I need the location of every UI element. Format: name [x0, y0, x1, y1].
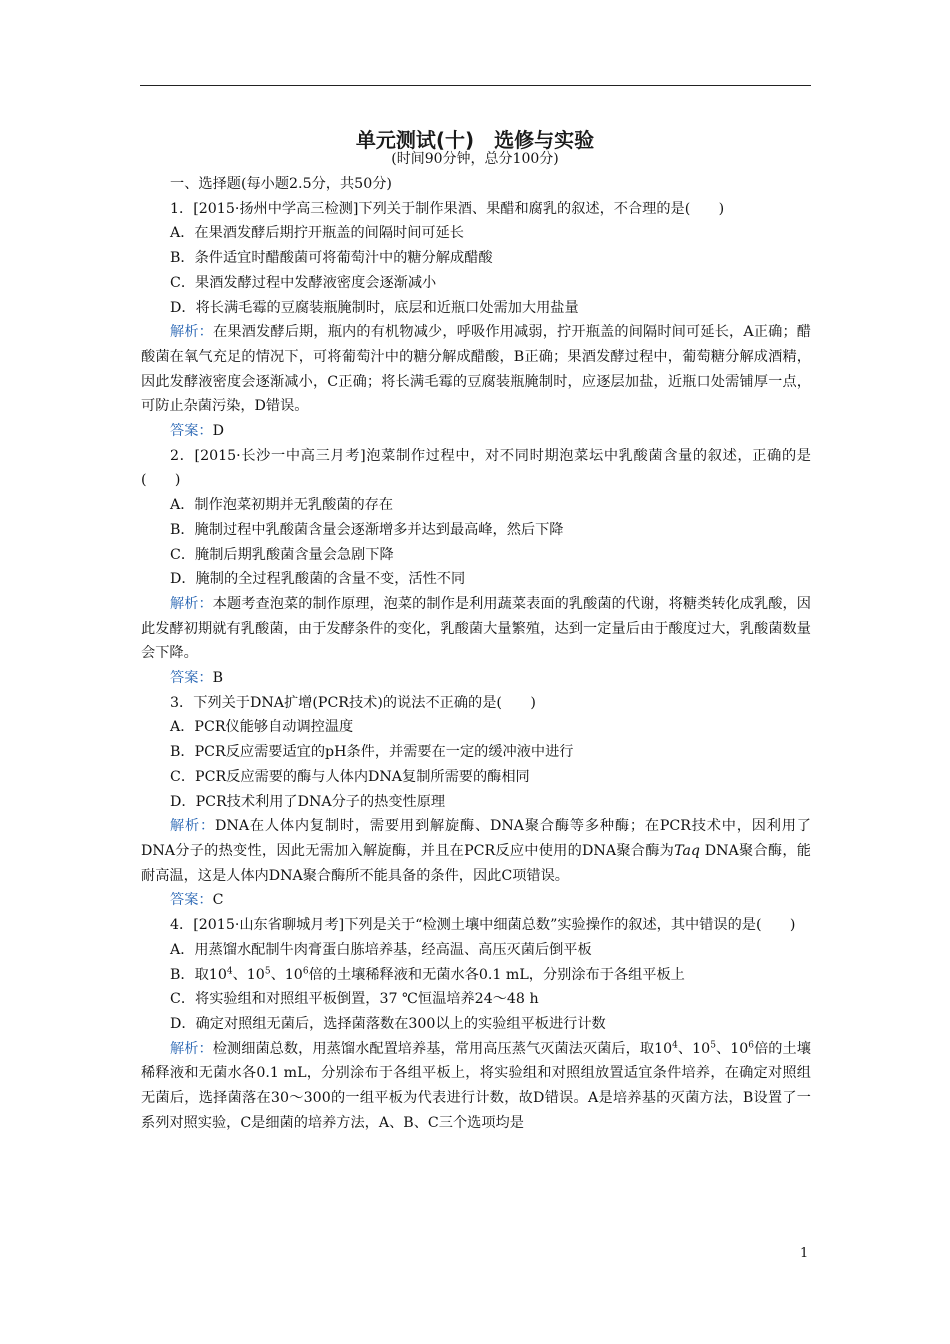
answer-label: 答案: [170, 892, 199, 909]
option-b-text: 、10: [270, 966, 303, 983]
question-3-option-c: C．PCR反应需要的酶与人体内DNA复制所需要的酶相同: [170, 768, 530, 785]
analysis-text: 、10: [677, 1040, 711, 1057]
analysis-text-b: DNA聚合酶，能耐高温，这是人体内DNA聚合酶所不能具备的条件，因此C项错误。: [141, 842, 811, 884]
question-2-answer: 答案：B: [170, 670, 224, 687]
question-3-option-d: D．PCR技术利用了DNA分子的热变性原理: [170, 793, 446, 810]
analysis-text: 倍的土壤稀释液和无菌水各0.1 mL，分别涂布于各组平板上，将实验组和对照组放置适宜条件培养，在确定对照组无菌后，选择菌落在30～300的一组平板为代表进行计数，故D错误。A是培养基的灭菌方法，B设置了一系列对照实验，C是细菌的培养方法，A、B、C三个选项均是: [141, 1040, 811, 1131]
question-4-option-d: D．确定对照组无菌后，选择菌落数在300以上的实验组平板进行计数: [170, 1015, 606, 1032]
answer-value: C: [212, 892, 224, 909]
question-4-option-c: C．将实验组和对照组平板倒置，37 ℃恒温培养24～48 h: [170, 991, 539, 1008]
analysis-text: 本题考查泡菜的制作原理，泡菜的制作是利用蔬菜表面的乳酸菌的代谢，将糖类转化成乳酸，因此发酵初期就有乳酸菌，由于发酵条件的变化，乳酸菌大量繁殖，达到一定量后由于酸度过大，乳酸菌数量会下降。: [141, 595, 811, 662]
exponent: 5: [264, 965, 271, 976]
question-3-answer: 答案：C: [170, 892, 224, 909]
question-2-option-c: C．腌制后期乳酸菌含量会急剧下降: [170, 546, 394, 563]
question-2-analysis: 解析：本题考查泡菜的制作原理，泡菜的制作是利用蔬菜表面的乳酸菌的代谢，将糖类转化成乳酸，因此发酵初期就有乳酸菌，由于发酵条件的变化，乳酸菌大量繁殖，达到一定量后由于酸度过大，乳酸菌数量会下降。: [141, 595, 811, 662]
question-1-analysis: 解析：在果酒发酵后期，瓶内的有机物减少，呼吸作用减弱，拧开瓶盖的间隔时间可延长，A正确；醋酸菌在氧气充足的情况下，可将葡萄汁中的糖分解成醋酸，B正确；果酒发酵过程中，葡萄糖分解成酒精，因此发酵液密度会逐渐减小，C正确；将长满毛霉的豆腐装瓶腌制时，应逐层加盐，近瓶口处需铺厚一点，可防止杂菌污染，D错误。: [141, 324, 811, 415]
page-subtitle: (时间90分钟，总分100分): [391, 151, 559, 167]
analysis-label: 解析: [170, 818, 201, 835]
question-4-option-b: [141, 963, 811, 988]
question-4-stem: 4．[2015·山东省聊城月考]下列是关于“检测土壤中细菌总数”实验操作的叙述，其中错误的是( ): [170, 917, 796, 934]
question-4-analysis: 解析：检测细菌总数，用蒸馏水配置培养基，常用高压蒸气灭菌法灭菌后，取$10^4$、$10^5$、$10^6$倍的土壤稀释液和无菌水各0.1 mL，分别涂布于各组平板上，将实验组和对照组放置适宜条件培养，在确定对照组无菌后，选择菌落在30～300的一组平板为代表进行计数，故D错误。A是培养基的灭菌方法，B设置了一系列对照实验，C是细菌的培养方法，A、B、C三个选项均是: [141, 1039, 811, 1131]
question-1-option-d: D．将长满毛霉的豆腐装瓶腌制时，底层和近瓶口处需加大用盐量: [170, 299, 579, 316]
question-1-stem: 1．[2015·扬州中学高三检测]下列关于制作果酒、果醋和腐乳的叙述，不合理的是( ): [170, 200, 725, 217]
exponent: 6: [302, 965, 309, 976]
analysis-text: 在果酒发酵后期，瓶内的有机物减少，呼吸作用减弱，拧开瓶盖的间隔时间可延长，A正确；醋酸菌在氧气充足的情况下，可将葡萄汁中的糖分解成醋酸，B正确；果酒发酵过程中，葡萄糖分解成酒精，因此发酵液密度会逐渐减小，C正确；将长满毛霉的豆腐装瓶腌制时，应逐层加盐，近瓶口处需铺厚一点，可防止杂菌污染，D错误。: [141, 324, 811, 415]
exponent: 6: [748, 1039, 755, 1050]
question-4-option-a: A．用蒸馏水配制牛肉膏蛋白胨培养基，经高温、高压灭菌后倒平板: [170, 941, 592, 958]
question-1-option-b: B．条件适宜时醋酸菌可将葡萄汁中的糖分解成醋酸: [170, 250, 493, 267]
exponent: 4: [226, 965, 233, 976]
question-1-answer: 答案：D: [170, 423, 224, 440]
analysis-text: 检测细菌总数，用蒸馏水配置培养基，常用高压蒸气灭菌法灭菌后，取10: [212, 1040, 673, 1057]
document-body: [141, 172, 811, 1135]
question-2-option-b: B．腌制过程中乳酸菌含量会逐渐增多并达到最高峰，然后下降: [170, 521, 564, 538]
question-3-analysis: 解析：DNA在人体内复制时，需要用到解旋酶、DNA聚合酶等多种酶；在PCR技术中，因利用了DNA分子的热变性，因此无需加入解旋酶，并且在PCR反应中使用的DNA聚合酶为Taq DNA聚合酶，能耐高温，这是人体内DNA聚合酶所不能具备的条件，因此C项错误。: [141, 818, 811, 884]
question-3-option-b: B．PCR反应需要适宜的pH条件，并需要在一定的缓冲液中进行: [170, 744, 574, 761]
option-b-text: B．取10: [170, 966, 227, 983]
question-2-option-d: D．腌制的全过程乳酸菌的含量不变，活性不同: [170, 571, 466, 588]
option-b-text: 、10: [232, 966, 265, 983]
question-3-stem: 3．下列关于DNA扩增(PCR技术)的说法不正确的是( ): [170, 694, 536, 711]
exponent: 4: [672, 1039, 678, 1050]
answer-value: D: [212, 423, 224, 440]
page-number: 1: [800, 1246, 809, 1261]
question-2-stem: 2．[2015·长沙一中高三月考]泡菜制作过程中，对不同时期泡菜坛中乳酸菌含量的叙述，正确的是 ( ): [141, 447, 811, 489]
option-b-text: 倍的土壤稀释液和无菌水各0.1 mL，分别涂布于各组平板上: [308, 966, 685, 983]
analysis-italic-taq: Taq: [674, 842, 700, 859]
analysis-label: 解析: [170, 324, 199, 341]
exponent: 5: [710, 1039, 716, 1050]
question-1-option-c: C．果酒发酵过程中发酵液密度会逐渐减小: [170, 274, 437, 291]
analysis-label: 解析: [170, 1040, 199, 1057]
question-1-option-a: A．在果酒发酵后期拧开瓶盖的间隔时间可延长: [170, 225, 464, 242]
answer-label: 答案: [170, 670, 199, 687]
section-heading: 一、选择题(每小题2.5分，共50分): [170, 176, 392, 192]
answer-label: 答案: [170, 423, 199, 440]
question-3-option-a: A．PCR仪能够自动调控温度: [170, 719, 354, 736]
analysis-text: 、10: [715, 1040, 749, 1057]
page-title: 单元测试(十) 选修与实验: [355, 128, 595, 152]
answer-value: B: [212, 670, 224, 687]
analysis-text-a: DNA在人体内复制时，需要用到解旋酶、DNA聚合酶等多种酶；在PCR技术中，因利用了DNA分子的热变性，因此无需加入解旋酶，并且在PCR反应中使用的DNA聚合酶为: [141, 818, 811, 859]
question-2-option-a: A．制作泡菜初期并无乳酸菌的存在: [170, 497, 394, 514]
header-rule: [140, 85, 811, 86]
analysis-label: 解析: [170, 595, 199, 612]
